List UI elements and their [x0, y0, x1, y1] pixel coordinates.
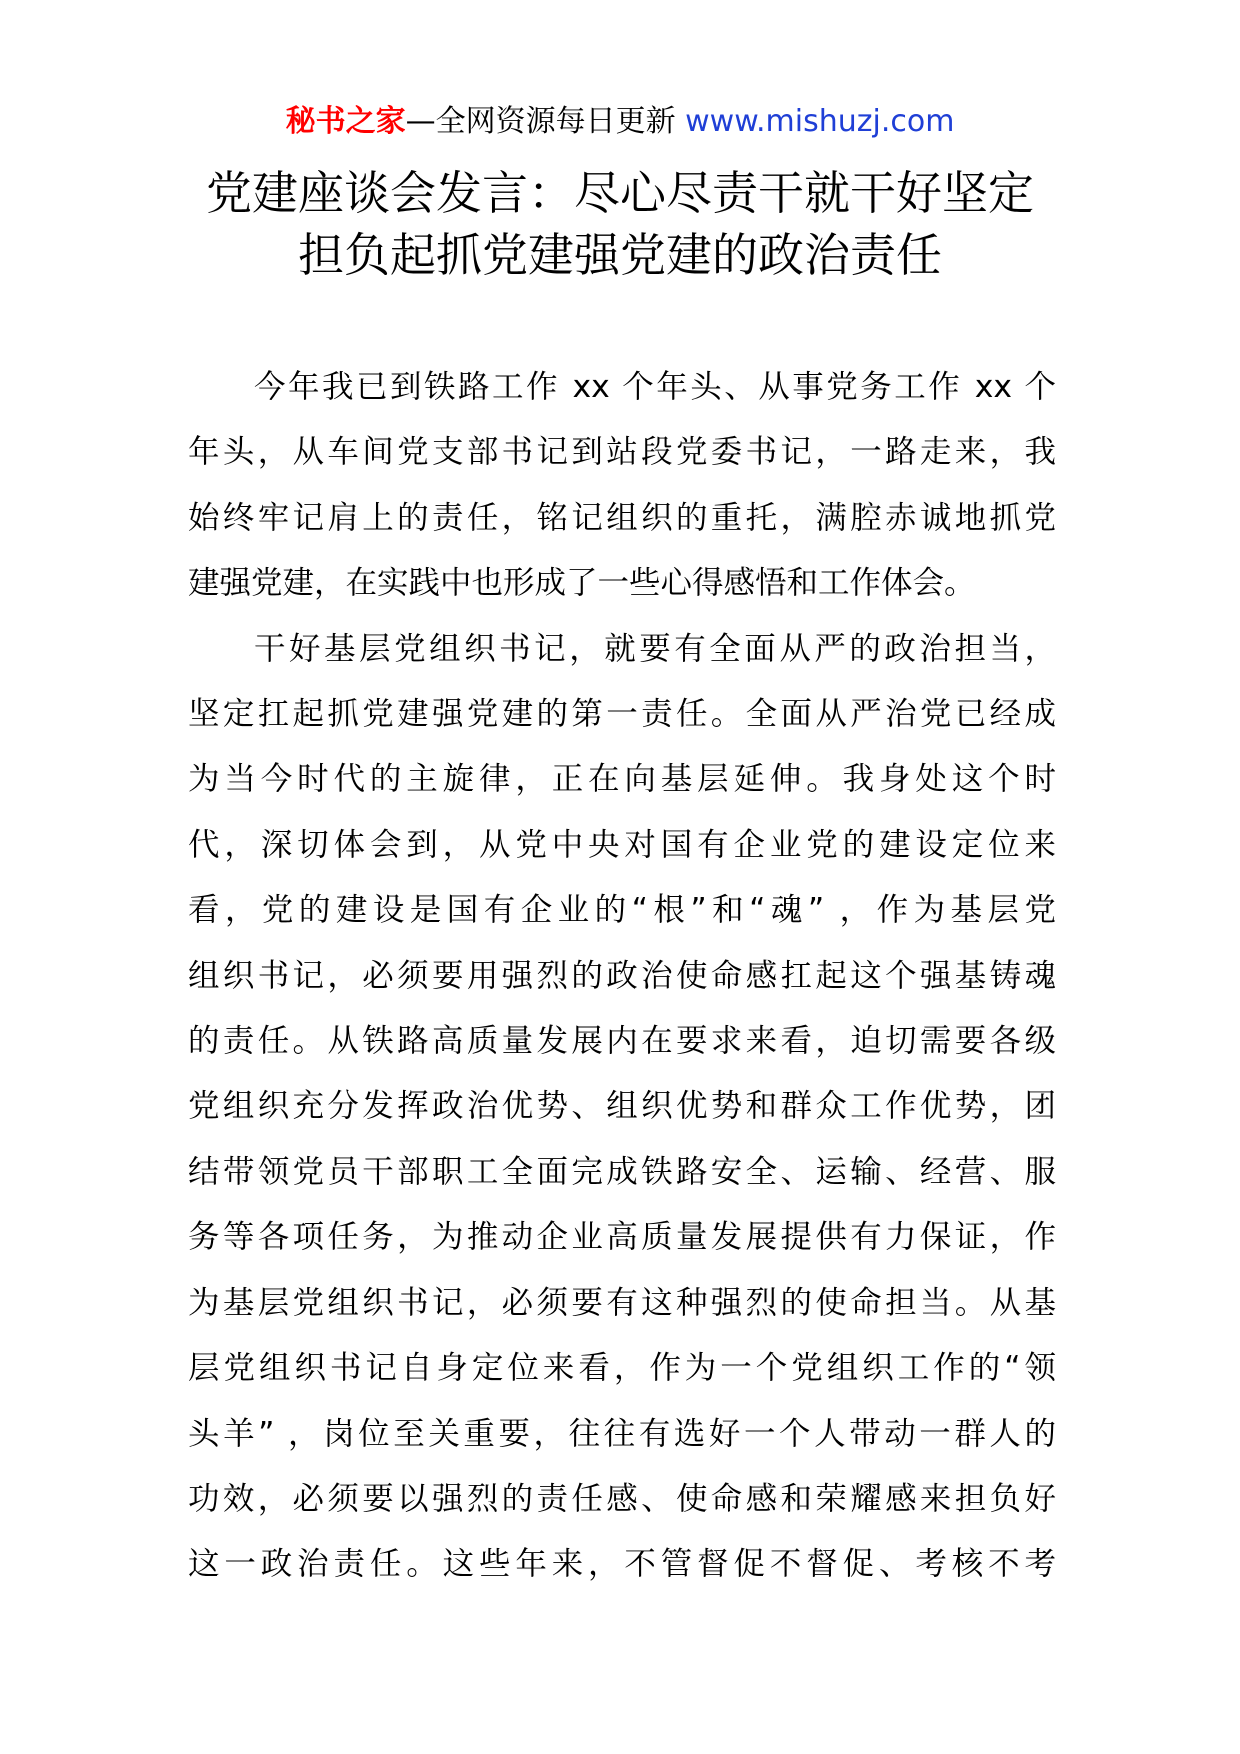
text-line: 建强党建，在实践中也形成了一些心得感悟和工作体会。 — [188, 565, 976, 602]
title-line-2: 担负起抓党建强党建的政治责任 — [298, 228, 942, 282]
text-line: 为当今时代的主旋律，正在向基层延伸。我身处这个时 — [188, 761, 1056, 798]
text-line: 年头，从车间党支部书记到站段党委书记，一路走来，我 — [188, 434, 1056, 471]
text-line: 坚定扛起抓党建强党建的第一责任。全面从严治党已经成 — [188, 696, 1056, 733]
site-url-link[interactable]: www.mishuzj.com — [685, 104, 955, 139]
text-line: 代，深切体会到，从党中央对国有企业党的建设定位来 — [188, 826, 1056, 863]
text-line: 党组织充分发挥政治优势、组织优势和群众工作优势，团 — [188, 1088, 1056, 1125]
text-line: 始终牢记肩上的责任，铭记组织的重托，满腔赤诚地抓党 — [188, 499, 1056, 536]
title-line-1: 党建座谈会发言：尽心尽责干就干好坚定 — [206, 166, 1034, 220]
document-title — [150, 162, 1090, 286]
paragraph-1 — [188, 355, 1056, 617]
text-line: 务等各项任务，为推动企业高质量发展提供有力保证，作 — [188, 1219, 1056, 1256]
paragraph-2 — [188, 617, 1056, 1598]
document-body — [188, 355, 1056, 1598]
text-line: 为基层党组织书记，必须要有这种强烈的使命担当。从基 — [188, 1284, 1056, 1321]
text-line: 层党组织书记自身定位来看，作为一个党组织工作的“领 — [188, 1350, 1056, 1387]
text-line: 头羊” ，岗位至关重要，往往有选好一个人带动一群人的 — [188, 1415, 1056, 1452]
text-line: 干好基层党组织书记，就要有全面从严的政治担当， — [254, 630, 1056, 667]
site-slogan: —全网资源每日更新 — [405, 104, 686, 139]
text-line: 组织书记，必须要用强烈的政治使命感扛起这个强基铸魂 — [188, 957, 1056, 994]
site-header — [0, 100, 1240, 144]
text-line: 的责任。从铁路高质量发展内在要求来看，迫切需要各级 — [188, 1023, 1056, 1060]
text-line: 这一政治责任。这些年来，不管督促不督促、考核不考 — [188, 1546, 1056, 1583]
text-line: 结带领党员干部职工全面完成铁路安全、运输、经营、服 — [188, 1153, 1056, 1190]
text-line: 看，党的建设是国有企业的“根”和“魂” ，作为基层党 — [188, 892, 1056, 929]
text-line: 今年我已到铁路工作 xx 个年头、从事党务工作 xx 个 — [254, 369, 1056, 405]
site-name: 秘书之家 — [285, 104, 406, 139]
text-line: 功效，必须要以强烈的责任感、使命感和荣耀感来担负好 — [188, 1480, 1056, 1517]
